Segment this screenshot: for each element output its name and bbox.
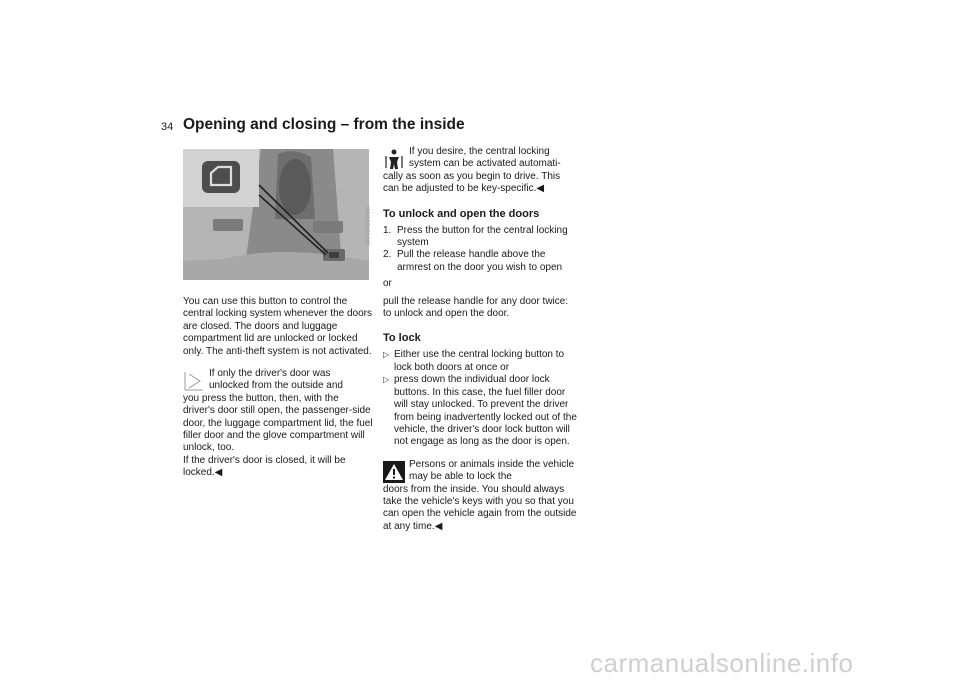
list-item: 1. Press the button for the central locking system [383,224,568,249]
note-text: you press the button, then, with the driver's door still open, the passenger-side door, the luggage compartment lid, the fuel filler door and the glove compartment will unlock, too. [183,392,373,454]
note-block [183,368,373,480]
warning-text: doors from the inside. You should always take the vehicle's keys with you so that you can open the vehicle again from the outside at any time.◀ [383,483,577,532]
note-extra: If the driver's door is closed, it will be locked.◀ [183,454,346,479]
right-column [383,146,579,533]
list-item: 2. Pull the release handle above the armrest on the door you wish to open [383,249,563,273]
unlock-steps [383,225,579,275]
left-column [183,296,373,480]
console-photo [183,149,369,280]
watermark: carmanualsonline.info [590,648,854,678]
note-first-line: If only the driver's door was unlocked from the outside and [209,368,343,392]
lock-bullets [383,349,579,448]
tip-text: cally as soon as you begin to drive. This can be adjusted to be key-specific.◀ [383,170,561,195]
or-text: or [383,278,392,290]
warning-first-line: Persons or animals inside the vehicle may be able to lock the [409,458,575,483]
unlock-alt-text: pull the release handle for any door twice: to unlock and open the door. [383,295,569,320]
page-title: Opening and closing – from the inside [183,116,465,133]
note-icon [183,370,205,392]
lock-heading: To lock [383,332,421,345]
person-with-key-icon [383,148,405,170]
list-item: ▷ press down the individual door lock buttons. In this case, the fuel filler door will stay unlocked. To prevent the driver from being inadvertently locked out of the vehicle, the driver's door lock button will not engage as long as the door is open. [383,374,579,448]
page-number: 34 [161,121,174,133]
warning-block [383,459,579,533]
tip-block [383,146,579,196]
unlock-heading: To unlock and open the doors [383,207,540,220]
warning-triangle-icon [383,461,405,483]
list-item: ▷ Either use the central locking button to lock both doors at once or [383,349,579,374]
image-code: MV03499CMA [366,205,372,245]
tip-first-line: If you desire, the central locking system can be activated automati- [409,146,561,170]
intro-text: You can use this button to control the central locking system whenever the doors are closed. The doors and luggage compartment lid are unlocked or locked only. The anti-theft system is not activated. [183,296,372,357]
